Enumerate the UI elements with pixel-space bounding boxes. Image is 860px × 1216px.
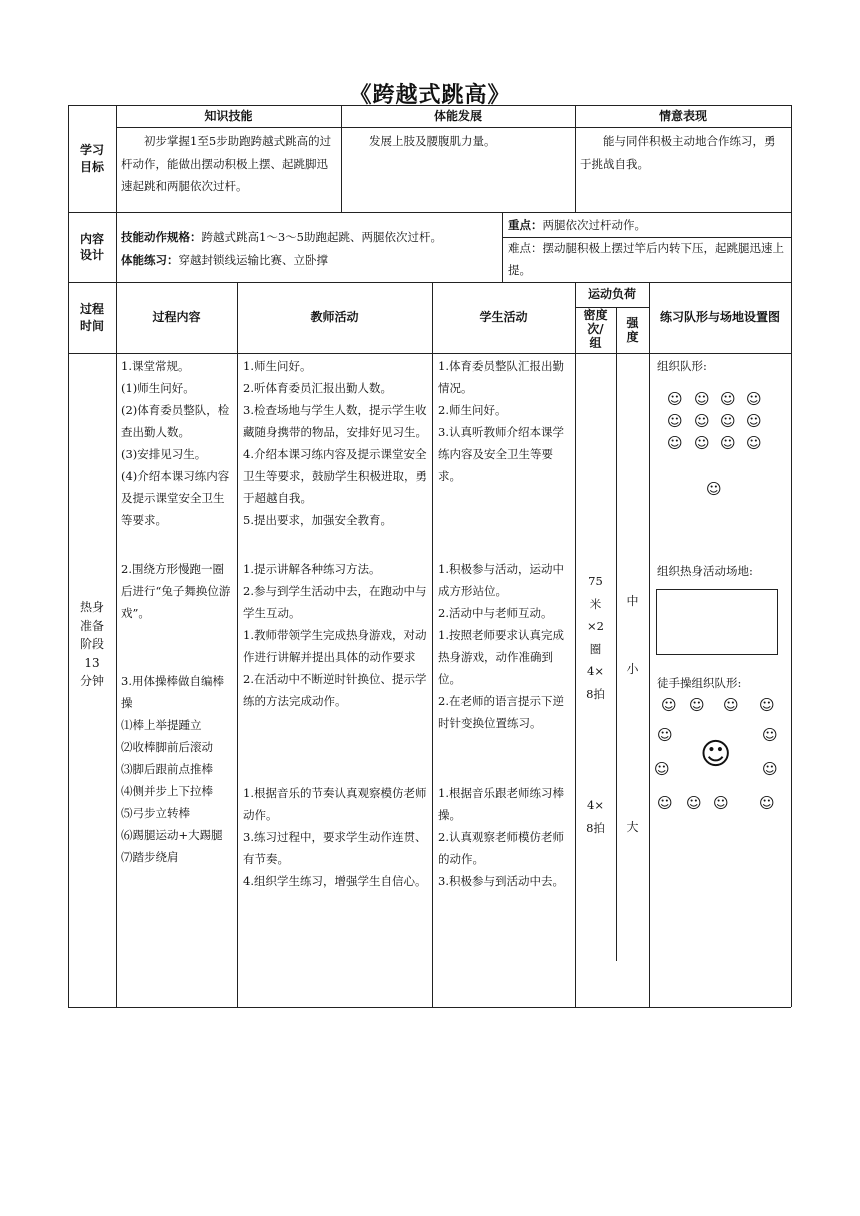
fitness-header: 体能发展 <box>433 108 482 123</box>
list-line: (1)师生问好。 <box>121 381 195 395</box>
page-title: 《跨越式跳高》 <box>349 83 511 108</box>
list-line: ⑹踢腿运动+大踢腿 <box>121 828 223 842</box>
student-smiley-icon: ☺ <box>746 412 762 430</box>
list-line: 2.在活动中不断逆时针换位、提示学练的方法完成动作。 <box>243 672 427 708</box>
formation-label-2: 组织热身活动场地: <box>657 564 753 578</box>
list-line: 2.认真观察老师模仿老师的动作。 <box>438 830 564 866</box>
student-smiley-icon: ☺ <box>762 726 778 744</box>
student-smiley-icon: ☺ <box>723 696 739 714</box>
warmup-teacher-b <box>243 558 429 712</box>
list-line: ⑴棒上举提踵立 <box>121 718 202 732</box>
list-line: 1.教师带领学生完成热身游戏，对动作进行讲解并提出具体的动作要求 <box>243 628 427 664</box>
warmup-student-b <box>438 558 572 734</box>
student-smiley-icon: ☺ <box>654 760 670 778</box>
list-line: 1.根据音乐的节奏认真观察模仿老师动作。 <box>243 786 427 822</box>
student-activity-header: 学生活动 <box>479 310 528 325</box>
list-line: 1.提示讲解各种练习方法。 <box>243 562 381 576</box>
warmup-teacher-a <box>243 355 429 531</box>
student-smiley-icon: ☺ <box>667 390 683 408</box>
intensity-header: 强 度 <box>626 315 639 344</box>
density-header: 密度 次/ 组 <box>583 308 608 350</box>
difficulty <box>508 237 788 281</box>
process-content-header: 过程内容 <box>152 310 201 325</box>
student-smiley-icon: ☺ <box>694 390 710 408</box>
emotion-text: 能与同伴积极主动地合作练习，勇于挑战自我。 <box>580 134 776 171</box>
exercise-load-header: 运动负荷 <box>587 287 636 302</box>
emotion-header: 情意表现 <box>658 108 707 123</box>
list-line: 3.认真听教师介绍本课学练内容及安全卫生等要求。 <box>438 425 564 483</box>
student-smiley-icon: ☺ <box>746 390 762 408</box>
density-value-b: 4× 8拍 <box>586 798 605 835</box>
student-smiley-icon: ☺ <box>706 480 722 498</box>
student-smiley-icon: ☺ <box>759 696 775 714</box>
list-line: 5.提出要求，加强安全教育。 <box>243 513 392 527</box>
student-smiley-icon: ☺ <box>720 412 736 430</box>
warmup-content-a <box>121 355 234 531</box>
list-line: 3.用体操棒做自编棒操 <box>121 674 224 710</box>
fitness-practice-text: 穿越封锁线运输比赛、立卧撑 <box>178 253 328 267</box>
list-line: 1.课堂常规。 <box>121 359 190 373</box>
list-line: 3.积极参与到活动中去。 <box>438 874 564 888</box>
student-smiley-icon: ☺ <box>694 434 710 452</box>
formation-label-3: 徒手操组织队形: <box>657 676 742 690</box>
knowledge-skill-header: 知识技能 <box>204 108 253 123</box>
list-line: (3)安排见习生。 <box>121 447 207 461</box>
fitness-practice <box>121 248 499 272</box>
student-smiley-icon: ☺ <box>720 434 736 452</box>
intensity-value-c: 大 <box>626 820 639 834</box>
list-line: 2.师生问好。 <box>438 403 507 417</box>
list-line: ⑵收棒脚前后滚动 <box>121 740 213 754</box>
student-smiley-icon: ☺ <box>689 696 705 714</box>
knowledge-skill-text: 初步掌握1至5步助跑跨越式跳高的过杆动作，能做出摆动积极上摆、起跳脚迅速起跳和两腿依次过杆。 <box>121 134 332 193</box>
student-smiley-icon: ☺ <box>713 794 729 812</box>
teacher-activity-header: 教师活动 <box>310 310 359 325</box>
list-line: 2.活动中与老师互动。 <box>438 606 553 620</box>
list-line: 1.师生问好。 <box>243 359 312 373</box>
skill-spec <box>121 225 499 249</box>
student-smiley-icon: ☺ <box>667 412 683 430</box>
content-design-row-label: 内容 设计 <box>79 231 104 262</box>
list-line: 1.体育委员整队汇报出勤情况。 <box>438 359 564 395</box>
warmup-student-c <box>438 782 572 892</box>
list-line: 4.组织学生练习，增强学生自信心。 <box>243 874 427 888</box>
student-smiley-icon: ☺ <box>686 794 702 812</box>
skill-spec-text: 跨越式跳高1～3～5助跑起跳、两腿依次过杆。 <box>201 230 442 244</box>
list-line: 3.练习过程中，要求学生动作连贯、有节奏。 <box>243 830 427 866</box>
warmup-content-b <box>121 558 234 624</box>
intensity-value-a: 中 <box>626 594 639 608</box>
student-smiley-icon: ☺ <box>661 696 677 714</box>
list-line: 2.围绕方形慢跑一圈后进行“兔子舞换位游戏”。 <box>121 562 231 620</box>
formation-header: 练习队形与场地设置图 <box>659 310 780 325</box>
formation-label-1: 组织队形: <box>657 359 707 373</box>
list-line: ⑷侧并步上下拉棒 <box>121 784 213 798</box>
difficulty-text: 摆动腿积极上摆过竿后内转下压，起跳腿迅速上提。 <box>508 241 784 277</box>
student-smiley-icon: ☺ <box>657 726 673 744</box>
student-smiley-icon: ☺ <box>759 794 775 812</box>
fitness-text: 发展上肢及腰腹肌力量。 <box>369 134 496 148</box>
list-line: 4.介绍本课习练内容及提示课堂安全卫生等要求，鼓励学生积极进取，勇于超越自我。 <box>243 447 427 505</box>
key-point-label: 重点： <box>508 218 543 232</box>
objectives-row-label: 学习 目标 <box>79 143 104 174</box>
student-smiley-icon: ☺ <box>762 760 778 778</box>
list-line: 2.在老师的语言提示下逆时针变换位置练习。 <box>438 694 564 730</box>
list-line: ⑺踏步绕肩 <box>121 850 179 864</box>
density-value-a: 75 米 ×2 圈 4× 8拍 <box>586 574 605 701</box>
student-smiley-icon: ☺ <box>667 434 683 452</box>
fitness-practice-label: 体能练习： <box>121 253 179 267</box>
list-line: 3.检查场地与学生人数，提示学生收藏随身携带的物品，安排好见习生。 <box>243 403 427 439</box>
list-line: 2.听体育委员汇报出勤人数。 <box>243 381 392 395</box>
process-time-header: 过程 时间 <box>79 302 104 333</box>
teacher-smiley-icon: ☺ <box>700 737 732 772</box>
warmup-content-c <box>121 670 234 868</box>
student-smiley-icon: ☺ <box>694 412 710 430</box>
list-line: ⑶脚后跟前点推棒 <box>121 762 213 776</box>
list-line: 1.积极参与活动，运动中成方形站位。 <box>438 562 564 598</box>
list-line: ⑸弓步立转棒 <box>121 806 190 820</box>
intensity-value-b: 小 <box>626 662 639 676</box>
student-smiley-icon: ☺ <box>746 434 762 452</box>
list-line: (4)介绍本课习练内容及提示课堂安全卫生等要求。 <box>121 469 230 527</box>
list-line: 1.根据音乐跟老师练习棒操。 <box>438 786 564 822</box>
skill-spec-label: 技能动作规格： <box>121 230 202 244</box>
student-smiley-icon: ☺ <box>720 390 736 408</box>
warmup-stage-label: 热身 准备 阶段 13 分钟 <box>79 600 104 688</box>
warmup-field-rectangle <box>656 589 778 655</box>
list-line: (2)体育委员整队，检查出勤人数。 <box>121 403 230 439</box>
warmup-student-a <box>438 355 572 487</box>
key-point <box>508 213 788 237</box>
warmup-teacher-c <box>243 782 429 892</box>
difficulty-label: 难点： <box>508 241 543 255</box>
list-line: 2.参与到学生活动中去，在跑动中与学生互动。 <box>243 584 427 620</box>
key-point-text: 两腿依次过杆动作。 <box>542 218 646 232</box>
student-smiley-icon: ☺ <box>657 794 673 812</box>
list-line: 1.按照老师要求认真完成热身游戏，动作准确到位。 <box>438 628 564 686</box>
